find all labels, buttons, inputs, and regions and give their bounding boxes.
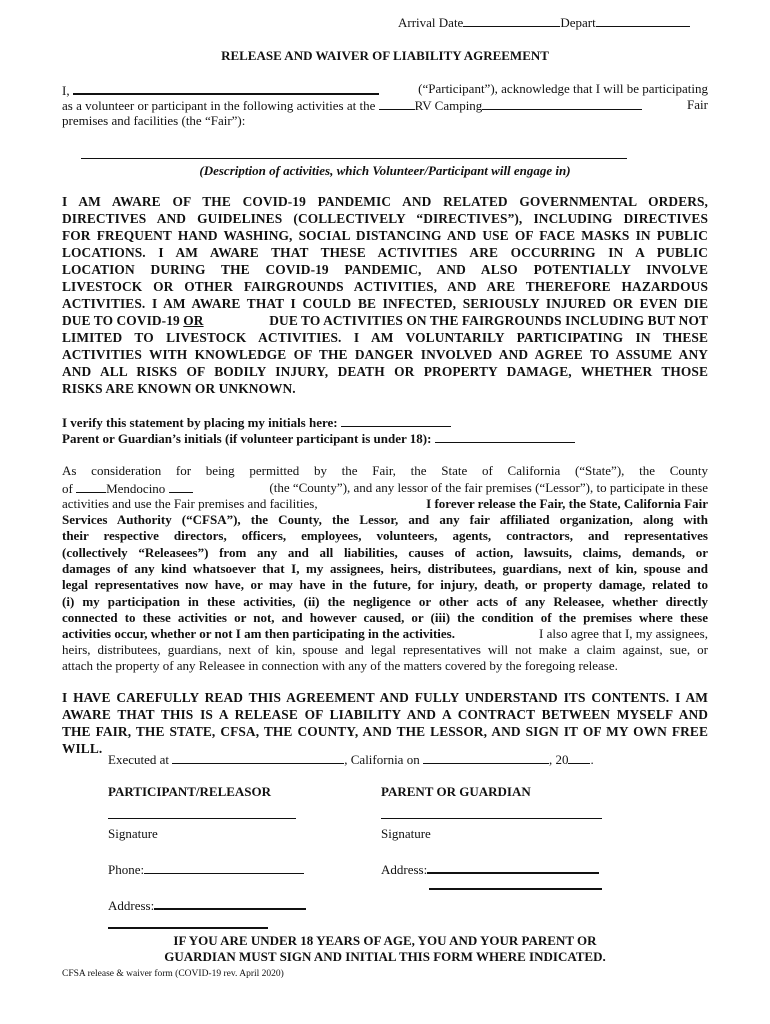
consideration-release-text: I forever release the Fair, the State, California Fair [426,496,708,511]
covid-line-8 [62,313,708,330]
covid-line-3: FOR FREQUENT HAND WASHING, SOCIAL DISTANCING AND USE OF FACE MASKS IN PUBLIC [62,228,708,243]
covid-line-12: RISKS ARE KNOWN OR UNKNOWN. [62,381,296,396]
activity-caption: (Description of activities, which Volunteer/Participant will engage in) [199,163,571,178]
notice-line-1: IF YOU ARE UNDER 18 YEARS OF AGE, YOU AND YOUR PARENT OR [173,933,597,948]
consideration-line-11 [62,626,708,643]
covid-line-10: ACTIVITIES WITH KNOWLEDGE OF THE DANGER INVOLVED AND AGREE TO ASSUME ANY [62,347,708,362]
arrival-depart-header [398,14,690,32]
executed-date-field[interactable] [423,751,549,764]
participant-address-label: Address: [108,898,155,913]
participant-address-line [108,896,306,915]
participant-heading: PARTICIPANT/RELEASOR [108,784,272,799]
county-blank-2[interactable] [169,480,193,493]
fair-name-blank-2[interactable] [482,97,642,110]
covid-line-1: I AM AWARE OF THE COVID-19 PANDEMIC AND RELATED GOVERNMENTAL ORDERS, [62,194,708,209]
covid-line-9: LIMITED TO LIVESTOCK ACTIVITIES. I AM VOLUNTARILY PARTICIPATING IN THESE [62,330,708,345]
depart-date-field[interactable] [596,14,690,27]
county-blank-1[interactable] [76,480,106,493]
intro-line-2 [62,97,708,115]
consideration-line-7: damages of any kind whatsoever that I, my assignees, heirs, distributees, guardians, next of kin, spouse and [62,561,708,576]
guardian-address-field-2[interactable] [429,888,602,890]
consideration-county-text: (the “County”), and any lessor of the fair premises (“Lessor”), to participate in these [269,480,708,495]
covid-due-to: DUE TO COVID-19 [62,313,180,328]
participant-name-field[interactable] [73,81,379,95]
consideration-line-6: (collectively “Releasees”) from any and all liabilities, causes of action, lawsuits, claims, demands, or [62,545,708,560]
county-name: Mendocino [106,481,166,496]
california-on-label: , California on [344,752,420,767]
guardian-address-field-1[interactable] [427,860,599,874]
notice-line-2: GUARDIAN MUST SIGN AND INITIAL THIS FORM WHERE INDICATED. [164,949,606,964]
fair-word: Fair [687,97,708,112]
phone-label: Phone: [108,862,145,877]
parent-initials-field[interactable] [435,430,575,443]
executed-year-field[interactable] [568,751,590,764]
consideration-line-4: Services Authority (“CFSA”), the County, the Lessor, and any fair affiliated organization, along with [62,512,708,527]
executed-line [108,751,594,769]
participant-address-field-1[interactable] [154,896,306,910]
rv-camping-text: RV Camping [414,98,483,113]
consideration-line-12: heirs, distributees, guardians, next of kin, spouse and legal representatives will not make a claim against, sue, or [62,642,708,657]
participant-phone-line [108,861,304,879]
participant-signature-label: Signature [108,826,158,841]
consideration-activities-occur: activities occur, whether or not I am then participating in the activities. [62,626,455,641]
initials-verify-line [62,414,451,432]
covid-line-6: LIVESTOCK OR OTHER FAIRGROUNDS ACTIVITIES, AND ARE THEREFORE HAZARDOUS [62,279,708,294]
consideration-line-8: legal representatives now have, or may have in the future, for injury, death, or property damage, related to [62,577,708,592]
arrival-date-field[interactable] [463,14,560,27]
guardian-heading: PARENT OR GUARDIAN [381,784,531,799]
guardian-address-label: Address: [381,862,428,877]
guardian-signature-label: Signature [381,826,431,841]
intro-activities-text: as a volunteer or participant in the following activities at the [62,98,376,113]
arrival-date-label: Arrival Date [398,15,464,30]
activity-description-field[interactable] [81,158,627,159]
intro-prefix: I, [62,83,70,98]
covid-line-5: LOCATION DURING THE COVID-19 PANDEMIC, AND ALSO POTENTIALLY INVOLVE [62,262,708,277]
executed-location-field[interactable] [172,751,344,764]
consideration-line-9: (i) my participation in these activities, (ii) the negligence or other acts of any Releasee, whether directly [62,594,708,609]
participant-signature-field[interactable] [108,818,296,819]
acknowledge-line-4: WILL. [62,741,103,756]
initials-parent-line [62,430,575,448]
consideration-premises-text: activities and use the Fair premises and facilities, [62,496,318,511]
covid-line-2: DIRECTIVES AND GUIDELINES (COLLECTIVELY “DIRECTIVES”), INCLUDING DIRECTIVES [62,211,708,226]
covid-line-7: ACTIVITIES. I AM AWARE THAT I COULD BE INFECTED, SERIOUSLY INJURED OR EVEN DIE [62,296,708,311]
covid-line-11: AND ALL RISKS OF BODILY INJURY, DEATH OR PROPERTY DAMAGE, WHETHER THOSE [62,364,708,379]
initials-verify-label: I verify this statement by placing my initials here: [62,415,338,430]
consideration-line-10: connected to these activities or not, and however caused, or (iii) the condition of the premises where these [62,610,708,625]
fair-name-blank-1[interactable] [379,97,415,110]
initials-parent-label: Parent or Guardian’s initials (if volunteer participant is under 18): [62,431,432,446]
covid-fairgrounds-text: DUE TO ACTIVITIES ON THE FAIRGROUNDS INCLUDING BUT NOT [269,313,708,328]
consideration-line-1: As consideration for being permitted by the Fair, the State of California (“State”), the County [62,463,708,478]
consideration-line-3 [62,496,708,513]
consideration-line-5: their respective directors, officers, employees, volunteers, agents, contractors, and representatives [62,528,708,543]
consideration-of: of [62,481,73,496]
intro-participant-text: (“Participant”), acknowledge that I will be participating [418,81,708,96]
executed-at-label: Executed at [108,752,169,767]
acknowledge-line-1: I HAVE CAREFULLY READ THIS AGREEMENT AND FULLY UNDERSTAND ITS CONTENTS. I AM [62,690,708,705]
acknowledge-line-3: THE FAIR, THE STATE, CFSA, THE COUNTY, AND THE LESSOR, AND SIGN IT OF MY OWN FREE [62,724,708,739]
consideration-line-2 [62,480,708,498]
guardian-signature-field[interactable] [381,818,602,819]
consideration-line-13: attach the property of any Releasee in connection with any of the matters covered by the foregoing release. [62,658,618,673]
covid-or-underlined: OR [183,313,204,328]
covid-line-4: LOCATIONS. I AM AWARE THAT THESE ACTIVITIES ARE OCCURRING IN A PUBLIC [62,245,708,260]
guardian-address-line [381,860,599,879]
participant-initials-field[interactable] [341,414,451,427]
depart-label: Depart [560,15,596,30]
document-title: RELEASE AND WAIVER OF LIABILITY AGREEMENT [221,48,549,63]
executed-period: . [590,752,594,767]
form-footer: CFSA release & waiver form (COVID-19 rev. April 2020) [62,969,284,979]
consideration-agree-text: I also agree that I, my assignees, [539,626,708,641]
participant-phone-field[interactable] [144,861,304,874]
intro-line-3: premises and facilities (the “Fair”): [62,113,246,128]
participant-address-field-2[interactable] [108,927,268,929]
acknowledge-line-2: AWARE THAT THIS IS A RELEASE OF LIABILITY AND A CONTRACT BETWEEN MYSELF AND [62,707,708,722]
year-prefix: , 20 [548,752,569,767]
